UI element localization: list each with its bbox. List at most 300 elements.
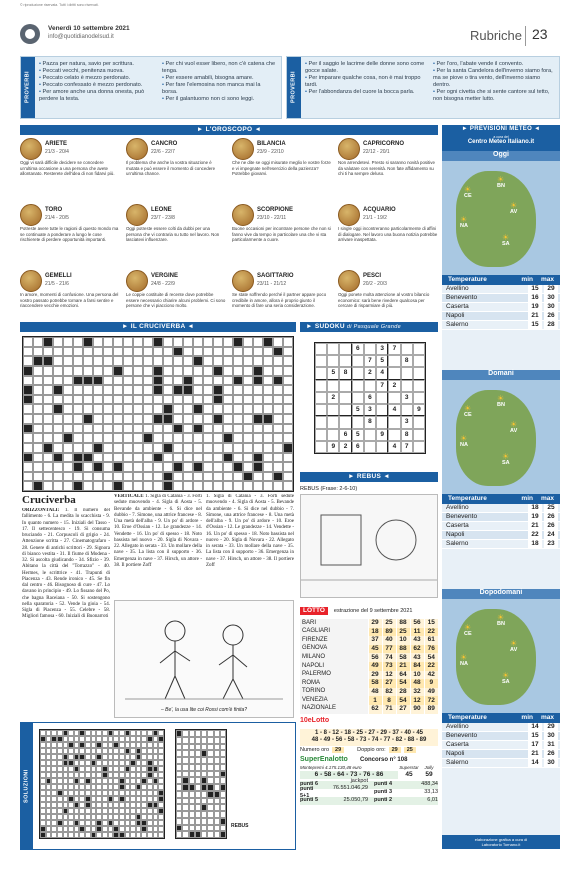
grid-cell — [263, 385, 273, 395]
sudoku-cell[interactable]: 9 — [327, 441, 339, 453]
temp-header — [442, 494, 560, 504]
sudoku-cell[interactable]: 7 — [388, 343, 400, 355]
grid-cell — [53, 453, 63, 463]
sudoku-cell[interactable] — [413, 380, 425, 392]
sun-icon: ☀ — [502, 233, 510, 242]
contact-email[interactable]: info@quotidianodelsud.it — [48, 34, 114, 40]
grid-cell — [273, 481, 283, 491]
temp-city: Caserta — [446, 302, 469, 310]
sudoku-cell[interactable] — [315, 441, 327, 453]
grid-cell — [53, 347, 63, 357]
grid-cell — [253, 404, 263, 414]
temp-max-label: max — [540, 275, 554, 283]
grid-cell — [193, 404, 203, 414]
grid-cell — [163, 433, 173, 443]
lotto-number: 29 — [368, 671, 382, 680]
grid-cell — [53, 404, 63, 414]
zodiac-icon — [126, 270, 148, 292]
grid-cell — [253, 472, 263, 482]
grid-cell — [113, 337, 123, 347]
lotto-city: TORINO — [300, 688, 368, 697]
proverbio: • Per ogni civetta che si sente cantore sul tetto, non bisogna metter lutto. — [433, 89, 555, 103]
sudoku-cell[interactable] — [401, 367, 413, 379]
lotto-number: 73 — [382, 662, 396, 671]
grid-cell — [233, 472, 243, 482]
grid-cell — [53, 337, 63, 347]
meteo-brand-name: Centro Meteo Italiano.it — [467, 139, 535, 146]
grid-cell — [263, 414, 273, 424]
sudoku-cell[interactable] — [327, 380, 339, 392]
sudoku-cell[interactable]: 8 — [339, 367, 351, 379]
sudoku-solution-grid — [175, 729, 227, 839]
zodiac-name: CANCRO — [151, 141, 178, 148]
grid-cell — [213, 395, 223, 405]
sudoku-cell[interactable] — [388, 367, 400, 379]
zodiac-date: 23/7 - 23/8 — [151, 214, 175, 221]
grid-cell — [203, 347, 213, 357]
map-province-label: NA — [460, 442, 468, 448]
sudoku-cell[interactable] — [413, 429, 425, 441]
sudoku-cell[interactable] — [364, 380, 376, 392]
lotto-number: 56 — [410, 619, 424, 628]
sudoku-cell[interactable] — [339, 404, 351, 416]
grid-cell — [113, 424, 123, 434]
grid-cell — [223, 433, 233, 443]
sudoku-cell[interactable] — [327, 355, 339, 367]
lotto-number: 61 — [424, 636, 438, 645]
grid-cell — [63, 376, 73, 386]
grid-cell — [223, 443, 233, 453]
temp-min-label: min — [521, 275, 533, 283]
grid-cell — [153, 385, 163, 395]
sudoku-cell[interactable]: 2 — [364, 367, 376, 379]
grid-cell — [43, 337, 53, 347]
sudoku-cell[interactable] — [339, 343, 351, 355]
grid-cell — [33, 414, 43, 424]
grid-cell — [220, 825, 226, 832]
sudoku-cell[interactable] — [364, 343, 376, 355]
sudoku-cell[interactable] — [339, 392, 351, 404]
sudoku-cell[interactable] — [413, 343, 425, 355]
zodiac-date: 21/3 - 20/4 — [45, 148, 69, 155]
temp-min-label: min — [521, 713, 533, 721]
zodiac-icon — [20, 138, 42, 160]
grid-cell — [203, 433, 213, 443]
sudoku-cell[interactable]: 7 — [364, 355, 376, 367]
grid-cell — [193, 424, 203, 434]
grid-cell — [243, 433, 253, 443]
grid-cell — [163, 424, 173, 434]
grid-cell — [243, 443, 253, 453]
temp-min: 19 — [528, 513, 542, 521]
grid-cell — [133, 385, 143, 395]
sudoku-cell[interactable] — [352, 416, 364, 428]
sudoku-cell[interactable] — [327, 429, 339, 441]
grid-cell — [163, 395, 173, 405]
grid-cell — [220, 831, 226, 838]
sudoku-cell[interactable] — [376, 392, 388, 404]
grid-cell — [123, 337, 133, 347]
grid-cell — [73, 356, 83, 366]
soluzioni-tag: SOLUZIONI — [21, 723, 33, 849]
grid-cell — [123, 472, 133, 482]
grid-cell — [283, 462, 293, 472]
jolly-value: 59 — [420, 771, 438, 779]
tenlotto-line: 1 - 8 - 12 - 18 - 25 - 27 - 29 - 37 - 40 - 45 — [314, 729, 424, 736]
grid-cell — [43, 376, 53, 386]
temp-row — [442, 732, 560, 741]
grid-cell — [263, 337, 273, 347]
sudoku-cell[interactable] — [413, 355, 425, 367]
sudoku-cell[interactable] — [376, 416, 388, 428]
sudoku-cell[interactable]: 3 — [376, 343, 388, 355]
sudoku-cell[interactable] — [315, 355, 327, 367]
crossword-grid[interactable] — [22, 336, 294, 492]
grid-cell — [173, 376, 183, 386]
lotto-number: 56 — [368, 653, 382, 662]
map-province-label: CE — [464, 631, 472, 637]
issue-date: Venerdì 10 settembre 2021 — [48, 25, 130, 32]
lotto-number: 10 — [410, 671, 424, 680]
sudoku-cell[interactable]: 3 — [401, 416, 413, 428]
sudoku-cell[interactable] — [315, 429, 327, 441]
sun-icon: ☀ — [497, 175, 505, 184]
lotto-city: PALERMO — [300, 671, 368, 680]
proverbio: • Per l'abbondanza del cuore la bocca parla. — [305, 89, 425, 96]
map-province-label: NA — [460, 661, 468, 667]
grid-cell — [233, 395, 243, 405]
soluzioni-box — [20, 722, 296, 850]
grid-cell — [103, 395, 113, 405]
sudoku-cell[interactable] — [339, 416, 351, 428]
zodiac-date: 24/8 - 22/9 — [151, 280, 175, 287]
grid-cell — [223, 395, 233, 405]
grid-cell — [223, 337, 233, 347]
sudoku-grid[interactable] — [314, 342, 426, 454]
grid-cell — [220, 771, 226, 778]
lotto-number: 32 — [410, 688, 424, 697]
lotto-number: 77 — [382, 645, 396, 654]
grid-cell — [173, 453, 183, 463]
map-province-label: CE — [464, 193, 472, 199]
grid-cell — [83, 337, 93, 347]
sudoku-cell[interactable]: 4 — [376, 367, 388, 379]
sudoku-cell[interactable] — [315, 367, 327, 379]
sudoku-cell[interactable]: 6 — [352, 343, 364, 355]
prize-label: punti 6 — [300, 781, 319, 788]
sudoku-cell[interactable] — [352, 355, 364, 367]
map-province-label: AV — [510, 209, 518, 215]
grid-cell — [43, 395, 53, 405]
sudoku-cell[interactable]: 6 — [352, 441, 364, 453]
lotto-city: FIRENZE — [300, 636, 368, 645]
grid-cell — [263, 453, 273, 463]
lotto-row — [300, 688, 438, 697]
grid-cell — [83, 385, 93, 395]
grid-cell — [23, 472, 33, 482]
grid-cell — [123, 376, 133, 386]
temp-row — [442, 741, 560, 750]
sudoku-cell[interactable]: 5 — [352, 429, 364, 441]
lotto-city: NAPOLI — [300, 662, 368, 671]
grid-cell — [183, 376, 193, 386]
sudoku-cell[interactable] — [413, 441, 425, 453]
sudoku-cell[interactable] — [401, 404, 413, 416]
sudoku-cell[interactable] — [388, 429, 400, 441]
sudoku-cell[interactable]: 3 — [364, 404, 376, 416]
grid-cell — [183, 433, 193, 443]
grid-cell — [73, 385, 83, 395]
grid-cell — [153, 395, 163, 405]
temp-max: 30 — [544, 303, 558, 311]
sudoku-cell[interactable]: 2 — [388, 380, 400, 392]
grid-cell — [33, 366, 43, 376]
grid-cell — [73, 453, 83, 463]
sudoku-cell[interactable] — [315, 416, 327, 428]
zodiac-text: Oggi potreste essere colti da dubbi per una persona che vi contraria su tutto nel lavoro. Non lasciatevi influenzare. — [126, 226, 220, 242]
grid-cell — [23, 433, 33, 443]
sudoku-cell[interactable] — [327, 404, 339, 416]
meteo-map — [442, 380, 560, 494]
grid-cell — [93, 347, 103, 357]
grid-cell — [43, 443, 53, 453]
sudoku-cell[interactable] — [413, 416, 425, 428]
grid-cell — [83, 414, 93, 424]
grid-cell — [273, 433, 283, 443]
sudoku-cell[interactable]: 2 — [339, 441, 351, 453]
proverbio: • Per fare l'elemosina non manca mai la borsa. — [162, 82, 277, 96]
grid-cell — [233, 453, 243, 463]
montepremi: Montepremi 4.175.130,48 euro — [300, 765, 362, 771]
grid-cell — [183, 462, 193, 472]
prize-value: 33,13 — [424, 789, 438, 796]
grid-cell — [133, 443, 143, 453]
sudoku-cell[interactable] — [364, 429, 376, 441]
grid-cell — [73, 347, 83, 357]
grid-cell — [143, 337, 153, 347]
sudoku-cell[interactable] — [376, 441, 388, 453]
grid-cell — [133, 414, 143, 424]
sudoku-cell[interactable] — [413, 367, 425, 379]
grid-cell — [283, 414, 293, 424]
prize-value: 488,34 — [421, 781, 438, 788]
sudoku-cell[interactable] — [388, 416, 400, 428]
temp-header — [442, 713, 560, 723]
grid-cell — [223, 376, 233, 386]
sudoku-cell[interactable] — [339, 380, 351, 392]
grid-cell — [243, 366, 253, 376]
grid-cell — [213, 376, 223, 386]
sudoku-cell[interactable]: 8 — [401, 429, 413, 441]
grid-cell — [43, 462, 53, 472]
temp-city: Avellino — [446, 503, 469, 511]
zodiac-date: 21/1 - 19/2 — [363, 214, 387, 221]
sudoku-cell[interactable]: 9 — [376, 429, 388, 441]
sudoku-cell[interactable]: 2 — [327, 392, 339, 404]
lotto-number: 89 — [424, 705, 438, 714]
grid-cell — [213, 356, 223, 366]
zodiac-name: ARIETE — [45, 141, 68, 148]
grid-cell — [223, 366, 233, 376]
grid-cell — [143, 366, 153, 376]
proverbi-col-4 — [429, 57, 559, 118]
sudoku-cell[interactable]: 7 — [401, 441, 413, 453]
grid-cell — [203, 481, 213, 491]
grid-cell — [33, 481, 43, 491]
sudoku-cell[interactable] — [401, 343, 413, 355]
temp-min: 14 — [528, 759, 542, 767]
lotto-city: GENOVA — [300, 645, 368, 654]
proverbio: • Per il galantuomo non ci sono leggi. — [162, 96, 277, 103]
sudoku-cell[interactable]: 6 — [339, 429, 351, 441]
grid-cell — [220, 777, 226, 784]
grid-cell — [223, 404, 233, 414]
grid-cell — [203, 356, 213, 366]
grid-cell — [83, 424, 93, 434]
grid-cell — [213, 462, 223, 472]
grid-cell — [173, 443, 183, 453]
grid-cell — [73, 462, 83, 472]
grid-cell — [63, 356, 73, 366]
sudoku-cell[interactable]: 8 — [401, 355, 413, 367]
grid-cell — [123, 385, 133, 395]
meteo-sidebar — [442, 125, 560, 849]
grid-cell — [143, 356, 153, 366]
grid-cell — [273, 462, 283, 472]
sudoku-cell[interactable] — [364, 441, 376, 453]
grid-cell — [203, 443, 213, 453]
numero-oro-label: Numero oro — [300, 746, 330, 753]
temp-city: Avellino — [446, 284, 469, 292]
sudoku-cell[interactable]: 4 — [388, 441, 400, 453]
grid-cell — [123, 366, 133, 376]
grid-cell — [113, 453, 123, 463]
zodiac-text: Il problema che anche la vostra situazione è mutata e può essere il momento di concedere un'ultima chance. — [126, 160, 216, 176]
grid-cell — [73, 395, 83, 405]
grid-cell — [113, 414, 123, 424]
grid-cell — [253, 356, 263, 366]
prize-label: punti 5+1 — [300, 786, 314, 799]
grid-cell — [63, 462, 73, 472]
sudoku-cell[interactable] — [327, 343, 339, 355]
page-number: 23 — [532, 26, 548, 42]
grid-cell — [43, 356, 53, 366]
temp-max: 24 — [544, 531, 558, 539]
grid-cell — [133, 337, 143, 347]
grid-cell — [103, 481, 113, 491]
grid-cell — [123, 481, 133, 491]
grid-cell — [173, 462, 183, 472]
sudoku-cell[interactable]: 6 — [364, 392, 376, 404]
grid-cell — [193, 356, 203, 366]
grid-cell — [193, 481, 203, 491]
grid-cell — [213, 404, 223, 414]
temp-min: 15 — [528, 321, 542, 329]
sudoku-cell[interactable]: 9 — [413, 404, 425, 416]
grid-cell — [123, 453, 133, 463]
grid-cell — [53, 481, 63, 491]
grid-cell — [93, 472, 103, 482]
sudoku-cell[interactable]: 4 — [388, 404, 400, 416]
temp-row — [442, 723, 560, 732]
grid-cell — [193, 366, 203, 376]
grid-cell — [220, 791, 226, 798]
sudoku-cell[interactable]: 7 — [376, 380, 388, 392]
zodiac-date: 22/6 - 22/7 — [151, 148, 175, 155]
sun-icon: ☀ — [497, 394, 505, 403]
grid-cell — [253, 443, 263, 453]
sudoku-cell[interactable] — [315, 392, 327, 404]
grid-cell — [203, 337, 213, 347]
grid-cell — [203, 462, 213, 472]
grid-cell — [183, 337, 193, 347]
grid-cell — [203, 395, 213, 405]
grid-cell — [273, 453, 283, 463]
sudoku-cell[interactable] — [339, 355, 351, 367]
sudoku-cell[interactable] — [315, 343, 327, 355]
lotto-number: 1 — [368, 696, 382, 705]
lotto-number: 71 — [382, 705, 396, 714]
grid-cell — [63, 404, 73, 414]
sun-icon: ☀ — [464, 404, 472, 413]
sudoku-cell[interactable] — [352, 367, 364, 379]
grid-cell — [103, 472, 113, 482]
grid-cell — [53, 433, 63, 443]
clue-label: VERTICALI: — [114, 494, 144, 499]
lotto-number: 88 — [396, 645, 410, 654]
grid-cell — [183, 356, 193, 366]
grid-cell — [233, 404, 243, 414]
grid-cell — [243, 395, 253, 405]
zodiac-icon — [20, 204, 42, 226]
grid-cell — [113, 481, 123, 491]
sudoku-cell[interactable] — [401, 380, 413, 392]
grid-cell — [253, 453, 263, 463]
temp-city: Napoli — [446, 749, 465, 757]
grid-cell — [173, 433, 183, 443]
cartoon-panel — [114, 600, 294, 718]
sudoku-cell[interactable] — [388, 392, 400, 404]
lotto-number: 28 — [396, 688, 410, 697]
grid-cell — [283, 376, 293, 386]
sudoku-cell[interactable] — [327, 416, 339, 428]
grid-cell — [53, 395, 63, 405]
grid-cell — [233, 337, 243, 347]
sun-icon: ☀ — [460, 653, 468, 662]
sudoku-cell[interactable]: 5 — [327, 367, 339, 379]
numero-oro-value: 29 — [332, 747, 344, 754]
temp-max: 26 — [544, 513, 558, 521]
sudoku-cell[interactable] — [352, 380, 364, 392]
sudoku-cell[interactable] — [315, 380, 327, 392]
proverbio: • Per il saggio le lacrime delle donne sono come gocce salate. — [305, 61, 425, 75]
sudoku-cell[interactable]: 5 — [376, 355, 388, 367]
sudoku-cell[interactable] — [413, 392, 425, 404]
sudoku-cell[interactable] — [315, 404, 327, 416]
sudoku-cell[interactable] — [376, 404, 388, 416]
sudoku-cell[interactable]: 5 — [352, 404, 364, 416]
sudoku-cell[interactable]: 3 — [401, 392, 413, 404]
prize-label: punti 5 — [300, 797, 319, 804]
grid-cell — [193, 385, 203, 395]
sudoku-cell[interactable] — [388, 355, 400, 367]
zodiac-name: VERGINE — [151, 273, 179, 280]
grid-cell — [123, 395, 133, 405]
sudoku-cell[interactable]: 8 — [364, 416, 376, 428]
sudoku-cell[interactable] — [352, 392, 364, 404]
rebus-drawing — [301, 495, 437, 597]
grid-cell — [203, 376, 213, 386]
